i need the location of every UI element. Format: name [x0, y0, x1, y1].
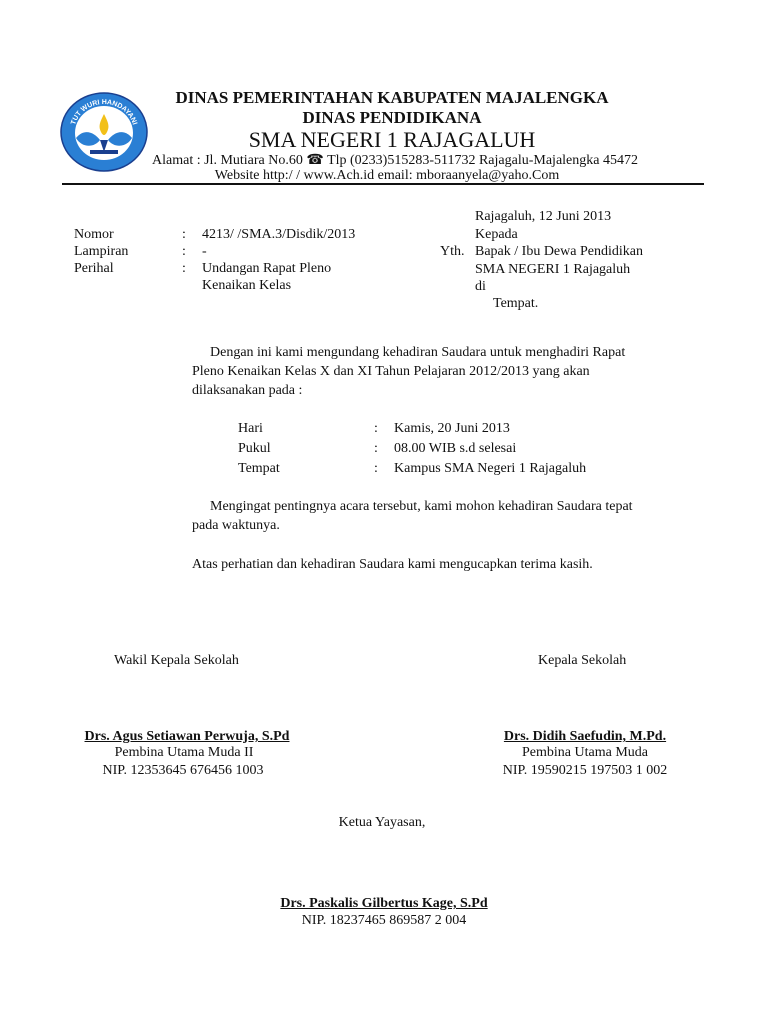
perihal-label: Perihal [74, 261, 114, 276]
nomor-label: Nomor [74, 227, 114, 242]
body-paragraph1-line2: Pleno Kenaikan Kelas X dan XI Tahun Pelajaran 2012/2013 yang akan [192, 364, 590, 379]
detail-value-hari: Kamis, 20 Juni 2013 [394, 421, 510, 436]
lampiran-value: - [202, 244, 207, 259]
perihal-value-line1: Undangan Rapat Pleno [202, 261, 332, 276]
tut-wuri-handayani-logo [60, 92, 148, 172]
body-paragraph1-line1: Dengan ini kami mengundang kehadiran Saudara untuk menghadiri Rapat [210, 345, 626, 360]
letterhead-line1: DINAS PEMERINTAHAN KABUPATEN MAJALENGKA [175, 88, 609, 107]
colon: : [374, 461, 378, 476]
letterhead-divider [62, 183, 704, 185]
nomor-value: 4213/ /SMA.3/Disdik/2013 [202, 227, 356, 242]
body-paragraph2-line2: pada waktunya. [192, 518, 280, 533]
colon: : [374, 441, 378, 456]
school-address: Alamat : Jl. Mutiara No.60 ☎ Tlp (0233)515283-511732 Rajagalu-Majalengka 45472 [152, 153, 638, 168]
di-label: di [475, 279, 486, 294]
detail-label-hari: Hari [238, 421, 263, 436]
signature-left-title: Wakil Kepala Sekolah [114, 653, 239, 668]
signature-right-nip: NIP. 19590215 197503 1 002 [502, 763, 668, 778]
letter-date: Rajagaluh, 12 Juni 2013 [475, 209, 612, 224]
recipient-line2: SMA NEGERI 1 Rajagaluh [475, 262, 631, 277]
school-name: SMA NEGERI 1 RAJAGALUH [248, 127, 536, 152]
school-website: Website http:/ / www.Ach.id email: mboraanyela@yaho.Com [214, 168, 560, 183]
signature-left-name: Drs. Agus Setiawan Perwuja, S.Pd [84, 729, 290, 744]
perihal-value-line2: Kenaikan Kelas [202, 278, 292, 293]
yth-label: Yth. [440, 244, 465, 259]
body-paragraph1-line3: dilaksanakan pada : [192, 383, 303, 398]
signature-bottom-title: Ketua Yayasan, [338, 815, 426, 830]
signature-bottom-name: Drs. Paskalis Gilbertus Kage, S.Pd [280, 896, 488, 911]
colon: : [182, 261, 186, 276]
detail-label-tempat: Tempat [238, 461, 280, 476]
kepada-label: Kepada [475, 227, 518, 242]
lampiran-label: Lampiran [74, 244, 129, 259]
letterhead-line2: DINAS PENDIDIKANA [302, 108, 482, 127]
logo-motto: TUT WURI HANDAYANI [70, 98, 138, 126]
detail-label-pukul: Pukul [238, 441, 271, 456]
body-paragraph3: Atas perhatian dan kehadiran Saudara kami mengucapkan terima kasih. [192, 557, 593, 572]
body-paragraph2-line1: Mengingat pentingnya acara tersebut, kami mohon kehadiran Saudara tepat [210, 499, 633, 514]
recipient-line1: Bapak / Ibu Dewa Pendidikan [475, 244, 643, 259]
colon: : [182, 227, 186, 242]
colon: : [374, 421, 378, 436]
signature-right-rank: Pembina Utama Muda [522, 745, 648, 760]
signature-left-rank: Pembina Utama Muda II [114, 745, 254, 760]
signature-bottom-nip: NIP. 18237465 869587 2 004 [301, 913, 467, 928]
colon: : [182, 244, 186, 259]
signature-right-title: Kepala Sekolah [538, 653, 627, 668]
signature-right-name: Drs. Didih Saefudin, M.Pd. [503, 729, 667, 744]
detail-value-pukul: 08.00 WIB s.d selesai [394, 441, 517, 456]
detail-value-tempat: Kampus SMA Negeri 1 Rajagaluh [394, 461, 587, 476]
signature-left-nip: NIP. 12353645 676456 1003 [102, 763, 264, 778]
tempat-label: Tempat. [493, 296, 539, 311]
